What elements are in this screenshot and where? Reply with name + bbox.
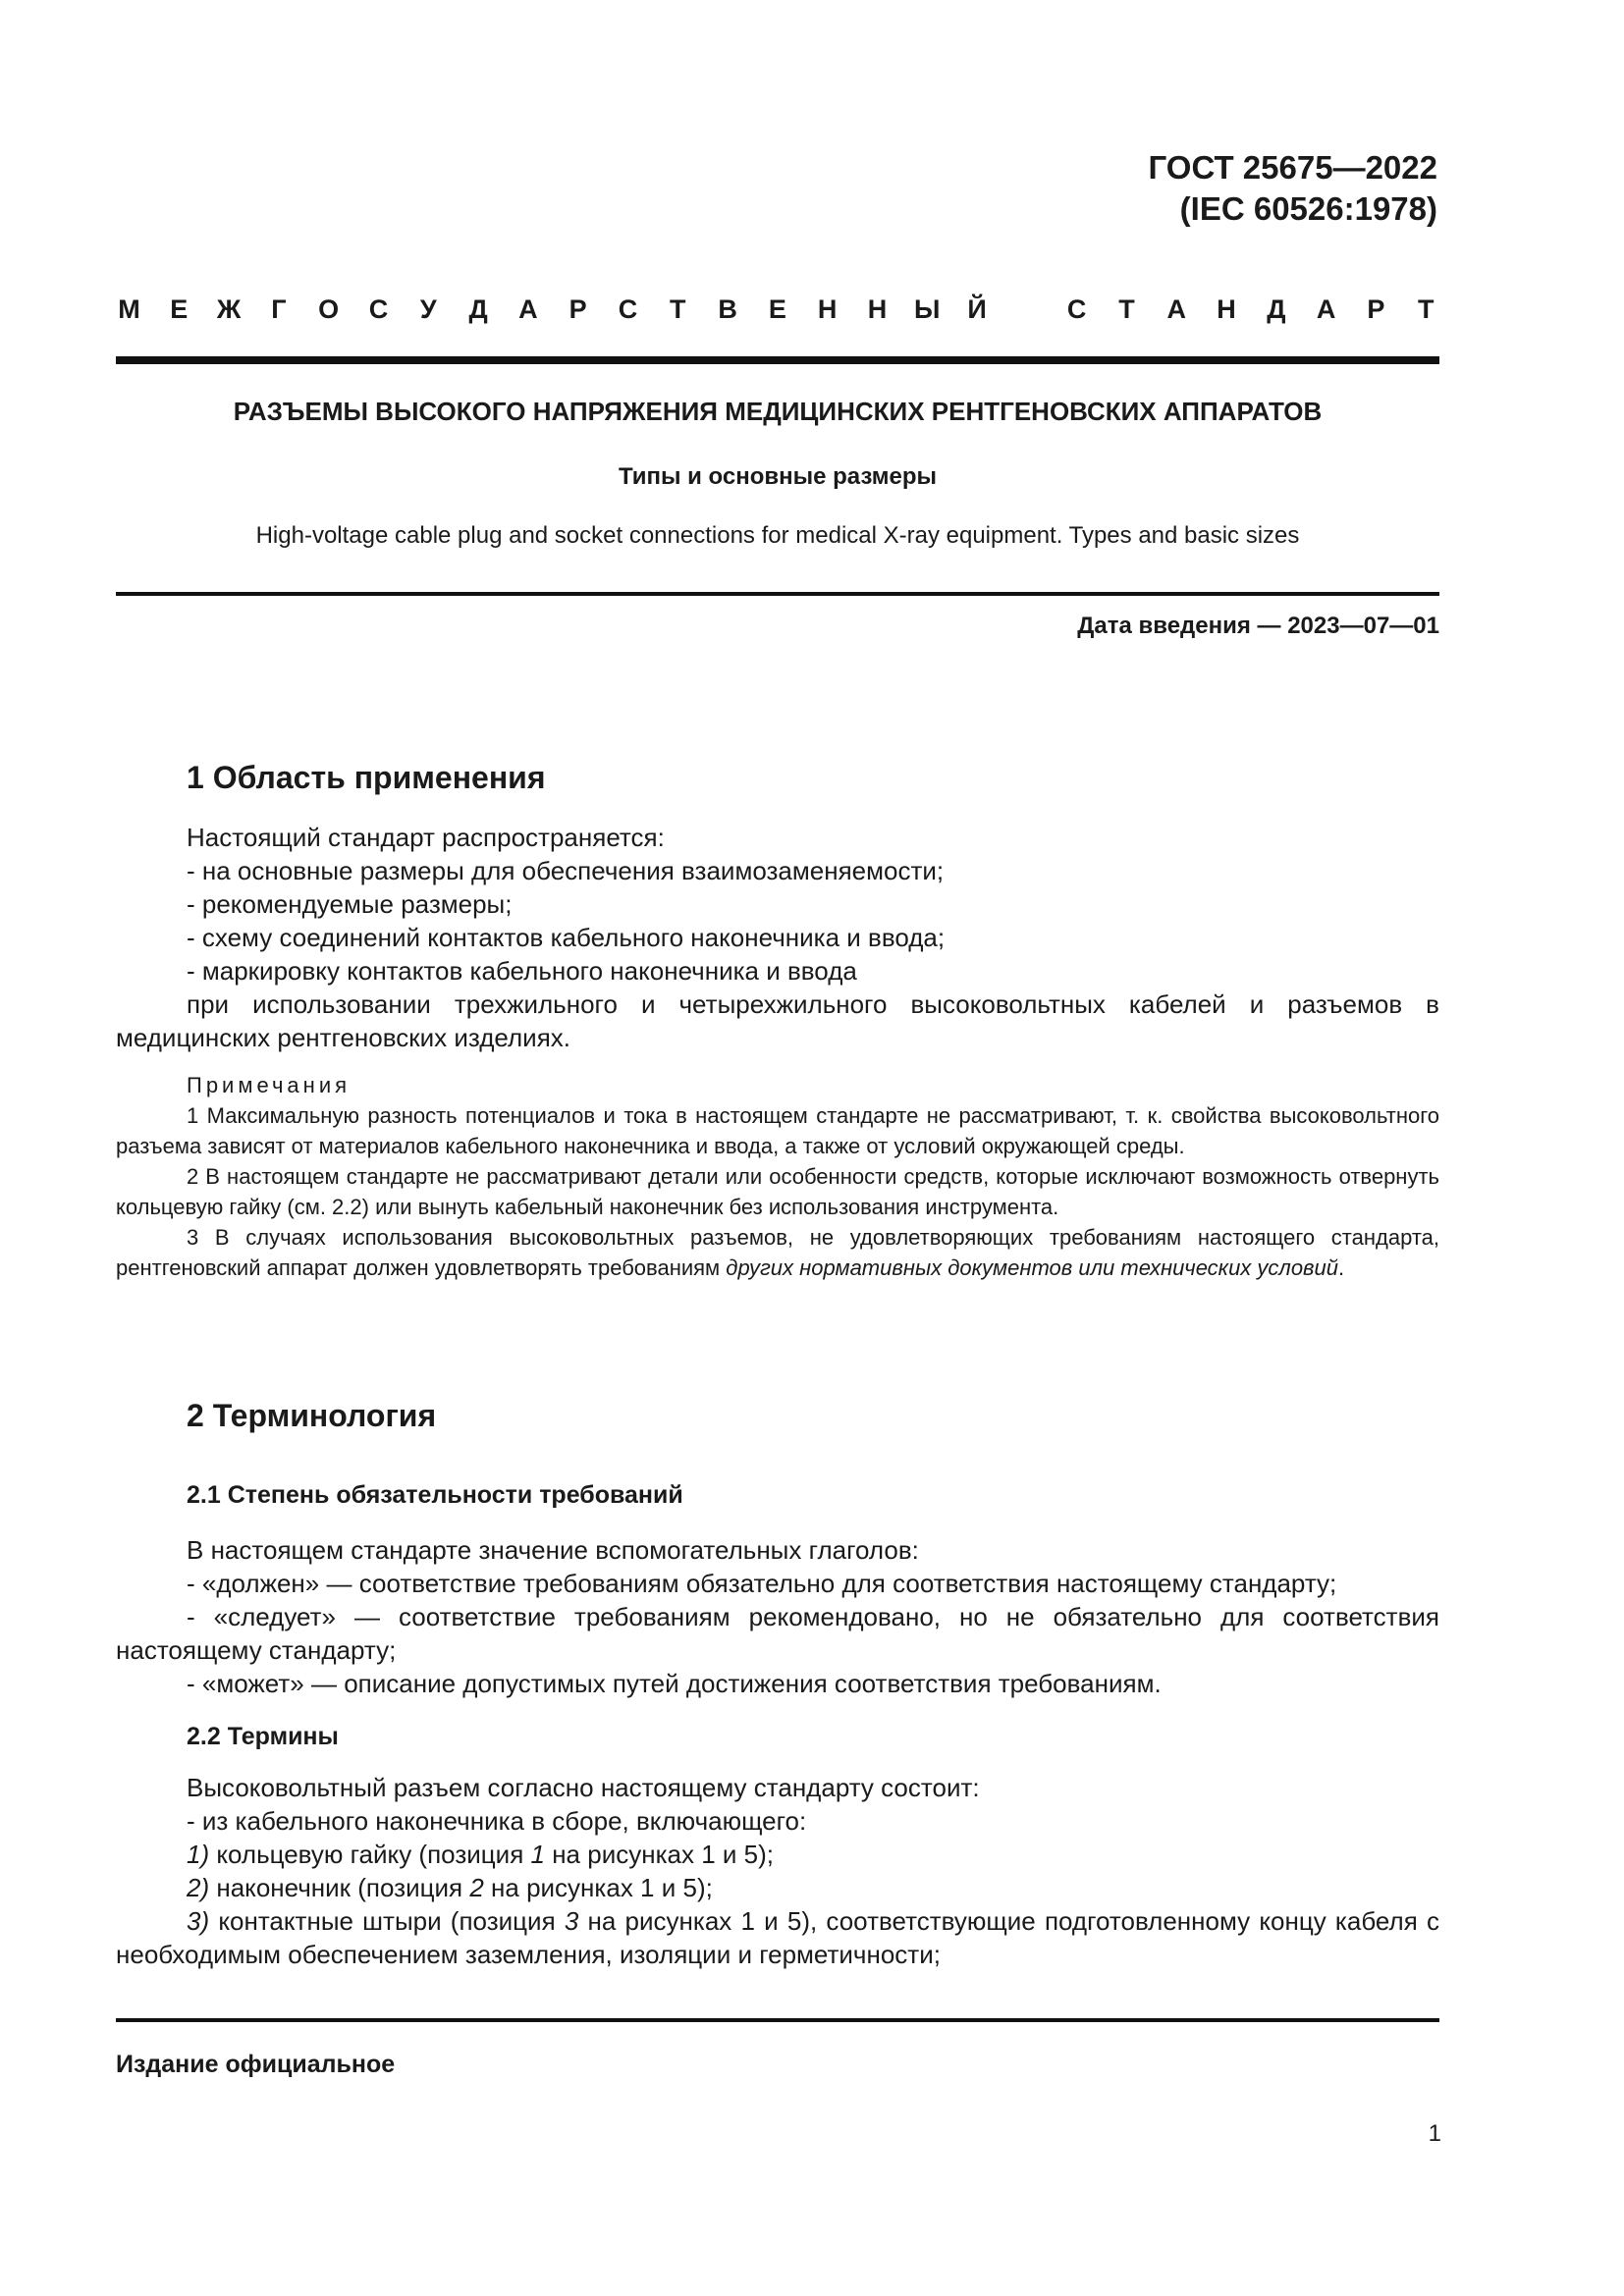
letter: У: [419, 294, 437, 324]
letter: Т: [670, 294, 686, 324]
note-2: 2 В настоящем стандарте не рассматривают детали или особенности средств, которые исключают возможность отвернуть кольцевую гайку (см. 2.2) или вынуть кабельный наконечник без использования инструмента.: [116, 1164, 1439, 1219]
letter: Ж: [216, 294, 242, 324]
position-number: 3: [564, 1906, 579, 1936]
subsection-2-1-heading: 2.1 Степень обязательности требований: [187, 1481, 683, 1509]
document-number: ГОСТ 25675—2022: [1148, 149, 1437, 186]
introduction-date: Дата введения — 2023—07—01: [1077, 613, 1439, 639]
letter: Д: [1267, 294, 1286, 324]
letter: Т: [1417, 294, 1435, 324]
list-item: - «может» — описание допустимых путей достижения соответствия требованиям.: [187, 1669, 1162, 1698]
section-1-closing: при использовании трехжильного и четырехжильного высоковольтных кабелей и разъемов в медицинских рентгеновских изделиях.: [116, 989, 1439, 1052]
letter: А: [518, 294, 538, 324]
title-divider: [116, 592, 1439, 596]
letter: Е: [768, 294, 786, 324]
letter: Н: [1217, 294, 1236, 324]
note-3-end: .: [1338, 1255, 1345, 1280]
list-item: - на основные размеры для обеспечения взаимозаменяемости;: [187, 856, 945, 885]
section-2-heading: 2 Терминология: [187, 1398, 437, 1433]
list-item: [116, 1838, 1439, 1871]
subsection-2-2-body: [116, 1771, 1439, 1971]
letter: А: [1316, 294, 1336, 324]
list-item: - маркировку контактов кабельного наконечника и ввода: [187, 956, 857, 986]
document-title-english: High-voltage cable plug and socket connections for medical X-ray equipment. Types and basic sizes: [255, 522, 1300, 549]
position-number: 1: [530, 1840, 545, 1869]
item-number: 3): [187, 1906, 210, 1936]
document-number-block: [1149, 147, 1437, 230]
list-item: - рекомендуемые размеры;: [187, 889, 513, 919]
letter: Н: [867, 294, 888, 324]
list-item: - «должен» — соответствие требованиям обязательно для соответствия настоящему стандарту;: [187, 1569, 1337, 1598]
document-subtitle: Типы и основные размеры: [618, 463, 938, 490]
letter: С: [1066, 294, 1087, 324]
item-text: на рисунках 1 и 5), соответствующие подготовленному концу кабеля с необходимым обеспечением заземления, изоляции и герметичности;: [116, 1906, 1439, 1969]
letter: Т: [1118, 294, 1135, 324]
interstate-standard-heading: [116, 293, 1439, 326]
list-item: [116, 1904, 1439, 1971]
subsection-2-1-body: [116, 1533, 1439, 1700]
notes-label: Примечания: [187, 1073, 352, 1097]
subsection-2-2-heading: 2.2 Термины: [187, 1723, 339, 1750]
letter: В: [718, 294, 737, 324]
header-divider: [116, 356, 1439, 364]
document-title: РАЗЪЕМЫ ВЫСОКОГО НАПРЯЖЕНИЯ МЕДИЦИНСКИХ РЕНТГЕНОВСКИХ АППАРАТОВ: [233, 397, 1323, 426]
note-3-text: 3 В случаях использования высоковольтных разъемов, не удовлетворяющих требованиям настоящего стандарта, рентгеновский аппарат должен удовлетворять требованиям: [116, 1225, 1439, 1280]
position-number: 2: [469, 1873, 484, 1902]
list-item: [116, 1871, 1439, 1904]
letter: О: [318, 294, 340, 324]
item-text: кольцевую гайку (позиция: [209, 1840, 531, 1869]
letter: Н: [817, 294, 838, 324]
subsection-2-2-intro: Высоковольтный разъем согласно настоящему стандарту состоит:: [187, 1773, 980, 1802]
letter: Р: [1367, 294, 1385, 324]
section-1-body: [116, 821, 1439, 1054]
note-3-italic: других нормативных документов или технических условий: [726, 1255, 1339, 1280]
letter: Е: [170, 294, 189, 324]
list-item: - схему соединений контактов кабельного наконечника и ввода;: [187, 923, 946, 952]
item-text: на рисунках 1 и 5);: [483, 1873, 713, 1902]
letter: М: [118, 294, 140, 324]
iec-number: (IEC 60526:1978): [1179, 190, 1437, 227]
word-gap: [1013, 293, 1040, 326]
letter: Д: [468, 294, 488, 324]
letter: Р: [568, 294, 587, 324]
item-text: на рисунках 1 и 5);: [544, 1840, 774, 1869]
footer-divider: [116, 2018, 1439, 2022]
section-1-heading: 1 Область применения: [187, 760, 546, 795]
list-item: - «следует» — соответствие требованиям рекомендовано, но не обязательно для соответствия настоящему стандарту;: [116, 1602, 1439, 1665]
section-1-intro: Настоящий стандарт распространяется:: [187, 823, 665, 852]
letter: С: [618, 294, 638, 324]
letter: Й: [967, 294, 987, 324]
letter: С: [368, 294, 389, 324]
letter: Г: [271, 294, 287, 324]
page-number: 1: [1428, 2120, 1441, 2147]
letter: А: [1166, 294, 1186, 324]
item-text: наконечник (позиция: [209, 1873, 470, 1902]
item-text: контактные штыри (позиция: [209, 1906, 565, 1936]
section-1-notes: [116, 1070, 1439, 1283]
official-edition-label: Издание официальное: [116, 2051, 396, 2078]
item-number: 1): [187, 1840, 210, 1869]
note-1: 1 Максимальную разность потенциалов и тока в настоящем стандарте не рассматривают, т. к. свойства высоковольтного разъема зависят от материалов кабельного наконечника и ввода, а также от условий окружающей среды.: [116, 1103, 1439, 1158]
subsection-2-1-intro: В настоящем стандарте значение вспомогательных глаголов:: [187, 1535, 919, 1565]
item-number: 2): [187, 1873, 210, 1902]
letter: Ы: [914, 294, 941, 324]
note-3: [116, 1222, 1439, 1283]
list-item: - из кабельного наконечника в сборе, включающего:: [187, 1806, 807, 1836]
